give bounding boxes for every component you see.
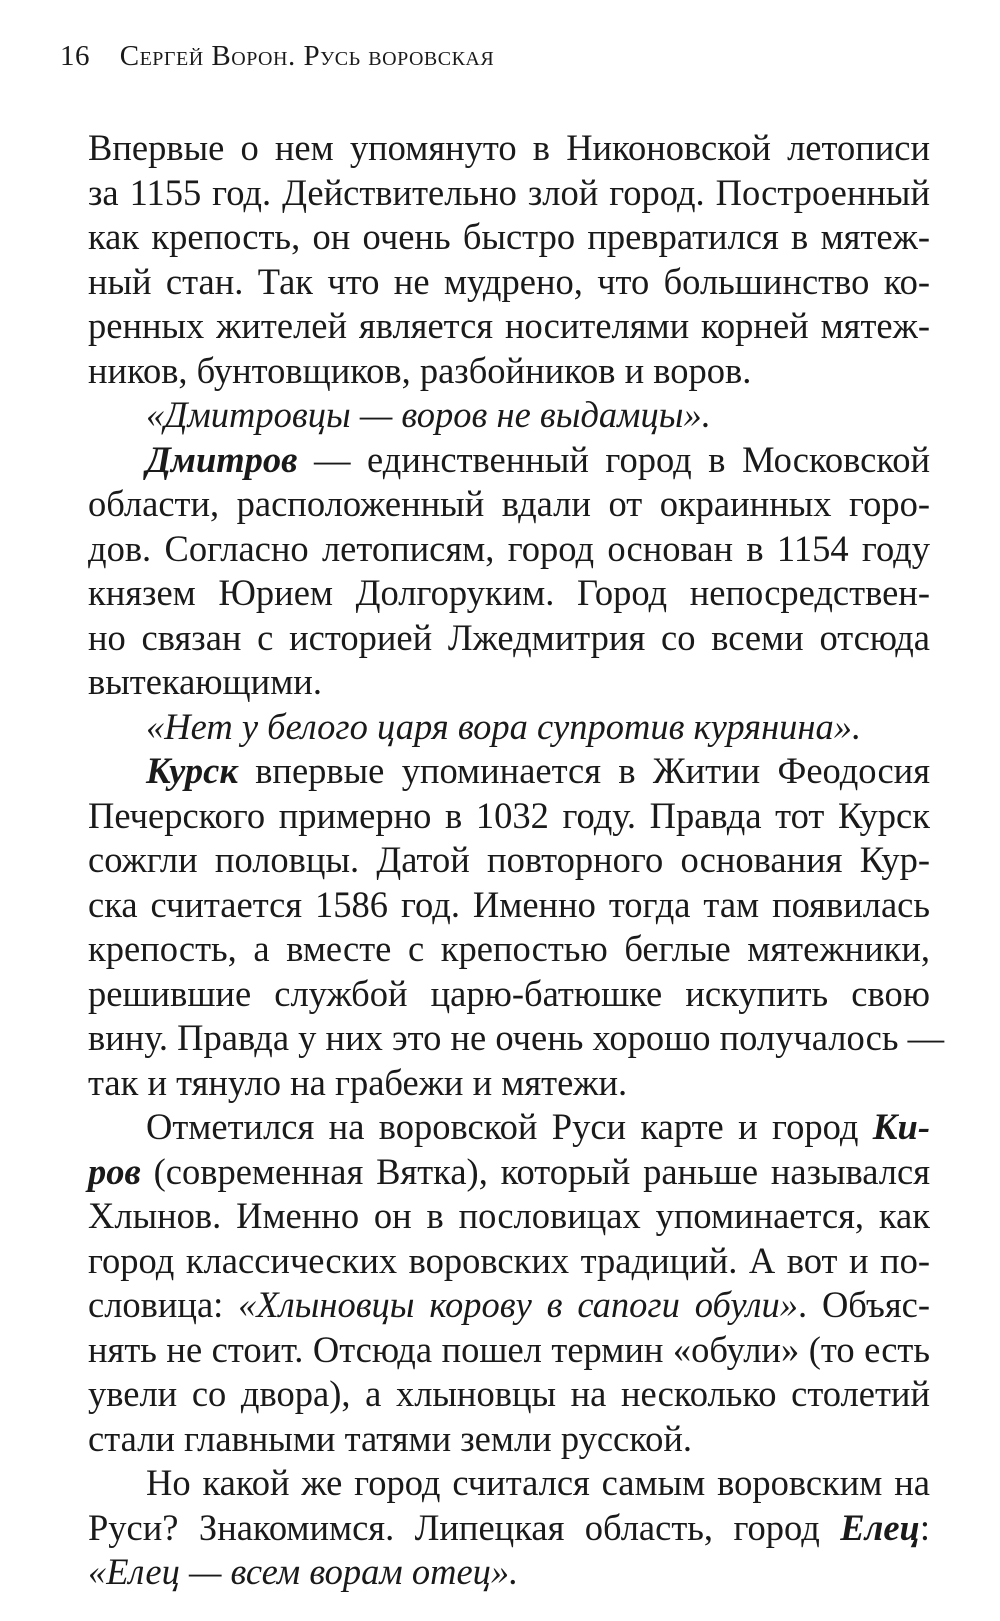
text-fragment: Отметился на воровской Руси карте и город	[146, 1106, 873, 1147]
text-fragment: словица:	[88, 1284, 239, 1325]
proverb-line	[88, 1550, 930, 1595]
text-line: Впервые о нем упомянуто в Никоновской летописи	[88, 127, 930, 168]
text-line: Но какой же город считался самым воровским на	[146, 1462, 930, 1503]
body-text	[88, 126, 945, 1595]
text-line	[88, 749, 930, 794]
proverb-inline: «Елец — всем ворам отец».	[88, 1551, 519, 1592]
running-header	[60, 40, 494, 73]
text-fragment: :	[919, 1506, 930, 1548]
text-line: за 1155 год. Действительно злой город. Построенный	[88, 171, 930, 213]
text-line	[88, 438, 930, 483]
text-line: крепость, а вместе с крепостью беглые мятежники,	[88, 928, 930, 969]
text-line: ска считается 1586 год. Именно тогда там появилась	[88, 883, 930, 925]
text-line: город классических воровских традиций. А вот и по-	[88, 1239, 930, 1281]
proverb-line: «Дмитровцы — воров не выдамцы».	[146, 394, 711, 435]
proverb-inline: «Хлыновцы корову в сапоги обули»	[238, 1284, 798, 1325]
text-fragment: впервые упоминается в Житии Феодосия	[237, 750, 930, 791]
running-title: Сергей Ворон. Русь воровская	[119, 40, 495, 72]
city-name: Дмитров	[146, 438, 298, 480]
text-line: дов. Согласно летописям, город основан в 1154 году	[88, 527, 930, 569]
text-line: вину. Правда у них это не очень хорошо получалось —	[88, 1017, 945, 1058]
text-line: решившие службой царю-батюшке искупить свою	[88, 972, 930, 1014]
text-line: увели со двора), а хлыновцы на несколько столетий	[88, 1373, 930, 1414]
text-fragment: — единственный город в Московской	[297, 438, 930, 480]
text-line	[88, 1283, 930, 1328]
text-line: как крепость, он очень быстро превратился в мятеж-	[88, 216, 930, 257]
text-line: но связан с историей Лжедмитрия со всеми отсюда	[88, 616, 930, 658]
text-fragment: Руси? Знакомимся. Липецкая область, город	[88, 1506, 841, 1548]
text-line: ренных жителей является носителями корней мятеж-	[88, 305, 930, 346]
text-line: так и тянуло на грабежи и мятежи.	[88, 1061, 628, 1103]
text-line	[88, 1506, 930, 1551]
text-fragment: (современная Вятка), который раньше назывался	[140, 1150, 930, 1192]
text-line: Хлынов. Именно он в пословицах упоминается, как	[88, 1195, 930, 1236]
page-number: 16	[60, 40, 90, 72]
proverb-line: «Нет у белого царя вора супротив курянина».	[146, 705, 862, 747]
text-line: области, расположенный вдали от окраинных горо-	[88, 483, 930, 524]
city-name: Елец	[840, 1506, 920, 1548]
text-line	[88, 1150, 930, 1195]
city-name: Ки-	[872, 1106, 930, 1147]
text-line: князем Юрием Долгоруким. Город непосредствен-	[88, 572, 930, 613]
text-line: ный стан. Так что не мудрено, что большинство ко-	[88, 260, 930, 302]
city-name: Курск	[146, 750, 238, 791]
text-line: ников, бунтовщиков, разбойников и воров.	[88, 349, 752, 391]
text-line: Печерского примерно в 1032 году. Правда тот Курск	[88, 794, 930, 836]
text-line: нять не стоит. Отсюда пошел термин «обули» (то есть	[88, 1328, 930, 1370]
text-line: стали главными татями земли русской.	[88, 1417, 693, 1459]
text-line: вытекающими.	[88, 661, 322, 702]
text-line: сожгли половцы. Датой повторного основания Кур-	[88, 839, 930, 880]
text-fragment: . Объяс-	[797, 1284, 930, 1325]
city-name: ров	[88, 1150, 141, 1192]
text-line	[88, 1105, 930, 1150]
